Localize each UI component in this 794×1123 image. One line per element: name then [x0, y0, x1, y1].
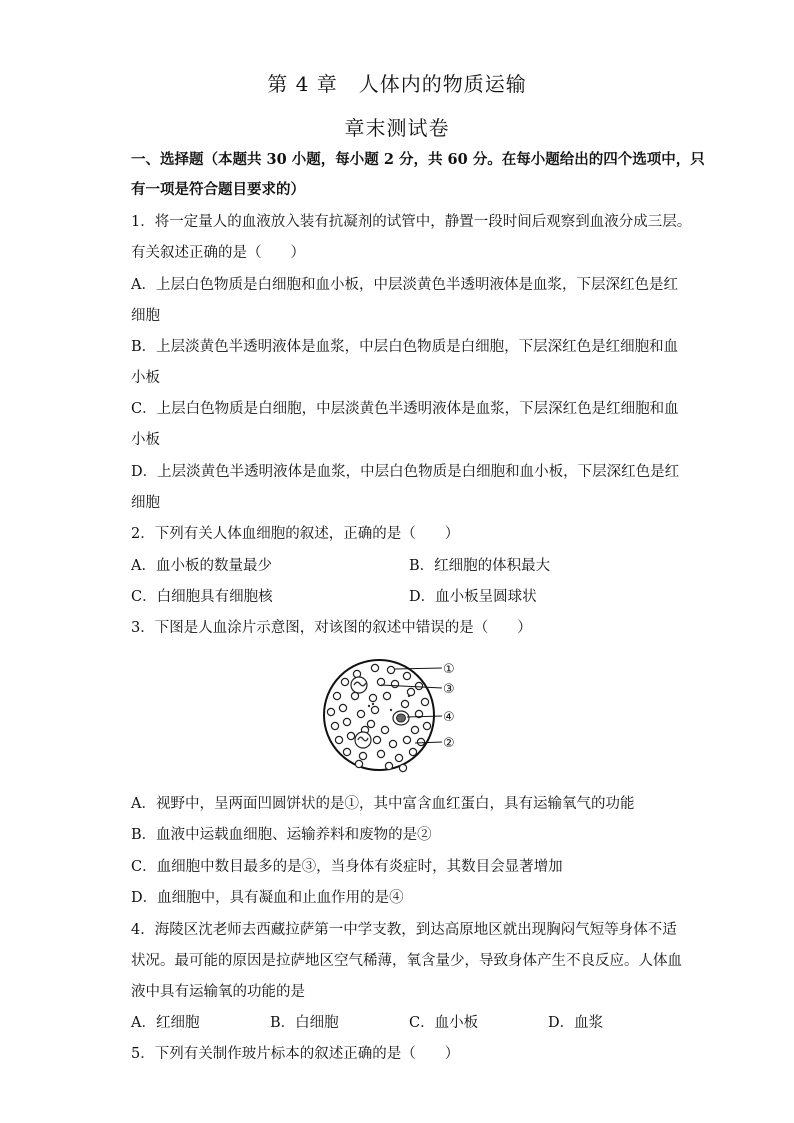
- q4-option-b: B．白细胞: [270, 1015, 339, 1031]
- smear-field: [324, 660, 434, 772]
- white-cell-1: [351, 677, 367, 693]
- q2-option-d: D．血小板呈圆球状: [409, 589, 537, 605]
- q4-option-d: D．血浆: [548, 1015, 604, 1031]
- white-cell-3: [393, 711, 409, 725]
- q1-option-d-line2: 细胞: [131, 495, 160, 511]
- q2-option-b: B．红细胞的体积最大: [409, 558, 551, 574]
- q1-stem-line2: 有关叙述正确的是（ ）: [131, 245, 305, 261]
- label-1: ①: [443, 662, 455, 677]
- q4-stem-line3: 液中具有运输氧的功能的是: [131, 984, 305, 1000]
- q2-option-c: C．白细胞具有细胞核: [131, 589, 273, 605]
- label-2: ②: [443, 736, 455, 751]
- white-cell-2: [355, 732, 371, 748]
- q3-option-d: D．血细胞中，具有凝血和止血作用的是④: [131, 890, 404, 906]
- q2-stem: 2．下列有关人体血细胞的叙述，正确的是（ ）: [131, 526, 460, 542]
- q1-option-c-line2: 小板: [131, 432, 160, 448]
- q1-option-a-line2: 细胞: [131, 308, 160, 324]
- q1-option-c-line1: C．上层白色物质是白细胞，中层淡黄色半透明液体是血浆，下层深红色是红细胞和血: [131, 401, 679, 417]
- q4-stem-line1: 4．海陵区沈老师去西藏拉萨第一中学支教，到达高原地区就出现胸闷气短等身体不适: [131, 922, 677, 938]
- test-subtitle: 章末测试卷: [344, 116, 450, 140]
- chapter-title: 第 4 章 人体内的物质运输: [267, 72, 527, 96]
- q3-option-a: A．视野中，呈两面凹圆饼状的是①，其中富含血红蛋白，具有运输氧气的功能: [131, 796, 635, 812]
- q1-option-d-line1: D．上层淡黄色半透明液体是血浆，中层白色物质是白细胞和血小板，下层深红色是红: [131, 464, 680, 480]
- label-4: ④: [443, 710, 455, 725]
- label-3: ③: [443, 682, 455, 697]
- q1-option-b-line1: B．上层淡黄色半透明液体是血浆，中层白色物质是白细胞，下层深红色是红细胞和血: [131, 339, 679, 355]
- section-heading-line2: 有一项是符合题目要求的）: [131, 181, 305, 198]
- q3-option-b: B．血液中运载血细胞、运输养料和废物的是②: [131, 827, 432, 843]
- q4-stem-line2: 状况。最可能的原因是拉萨地区空气稀薄，氧含量少，导致身体产生不良反应。人体血: [131, 953, 682, 969]
- q5-stem: 5．下列有关制作玻片标本的叙述正确的是（ ）: [131, 1046, 460, 1062]
- q1-option-a-line1: A．上层白色物质是白细胞和血小板，中层淡黄色半透明液体是血浆，下层深红色是红: [131, 277, 678, 293]
- q4-option-c: C．血小板: [409, 1015, 479, 1031]
- q1-option-b-line2: 小板: [131, 370, 160, 386]
- section-heading-line1: 一、选择题（本题共 30 小题，每小题 2 分，共 60 分。在每小题给出的四个选项中，只: [131, 151, 705, 168]
- q3-option-c: C．血细胞中数目最多的是③，当身体有炎症时，其数目会显著增加: [131, 859, 563, 875]
- blood-smear-diagram: [315, 652, 475, 782]
- q1-stem-line1: 1．将一定量人的血液放入装有抗凝剂的试管中，静置一段时间后观察到血液分成三层。: [131, 214, 692, 230]
- q4-option-a: A．红细胞: [131, 1015, 200, 1031]
- q3-stem: 3．下图是人血涂片示意图，对该图的叙述中错误的是（ ）: [131, 620, 532, 636]
- q2-option-a: A．血小板的数量最少: [131, 558, 272, 574]
